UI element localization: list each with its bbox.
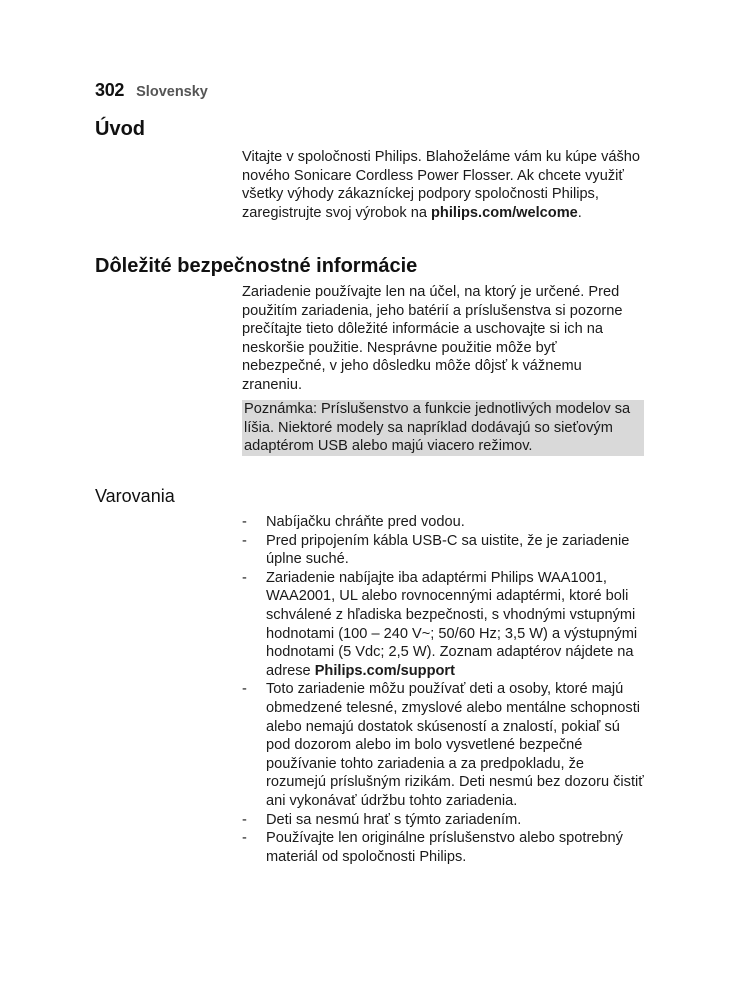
bullet-dash: - — [242, 569, 247, 586]
bullet-dash: - — [242, 514, 247, 530]
list-item-text: Používajte len originálne príslušenstvo alebo spotrebný materiál od spoločnosti Philips. — [266, 830, 623, 865]
list-item — [242, 569, 646, 681]
bullet-dash: - — [242, 532, 247, 549]
list-item-text: Zariadenie nabíjajte iba adaptérmi Philips WAA1001, WAA2001, UL alebo rovnocennými adaptérmi, ktoré boli schválené z hľadiska bezpečnosti, s vhodnými vstupnými hodnotami (100 – 240 V~; 50/60 Hz; 3,5 W) a výstupnými hodnotami (5 Vdc; 2,5 W). Zoznam adaptérov nájdete na adrese — [266, 569, 638, 679]
list-item — [242, 513, 646, 532]
bullet-dash: - — [242, 811, 247, 828]
bullet-dash: - — [242, 830, 247, 847]
note-box: Poznámka: Príslušenstvo a funkcie jednotlivých modelov sa líšia. Niektoré modely sa napríklad dodávajú so sieťovým adaptérom USB alebo majú viacero režimov. — [242, 400, 644, 456]
list-item-text: Nabíjačku chráňte pred vodou. — [266, 514, 465, 530]
intro-heading: Úvod — [95, 118, 145, 140]
intro-text-end: . — [577, 204, 582, 221]
bullet-dash: - — [242, 681, 247, 698]
page-header — [95, 80, 208, 101]
warnings-list — [242, 513, 646, 866]
safety-heading: Dôležité bezpečnostné informácie — [95, 255, 418, 277]
intro-paragraph — [242, 148, 644, 222]
list-item — [242, 532, 646, 569]
list-item-text: Toto zariadenie môžu používať deti a osoby, ktoré majú obmedzené telesné, zmyslové alebo mentálne schopnosti alebo nemajú dostatok skúseností a znalostí, pokiaľ sú pod dozorom alebo im bolo vysvetlené bezpečné používanie tohto zariadenia a za predpokladu, že rozumejú príslušným rizikám. Deti nesmú bez dozoru čistiť ani vykonávať údržbu tohto zariadenia. — [266, 681, 644, 809]
list-item-text: Pred pripojením kábla USB-C sa uistite, že je zariadenie úplne suché. — [266, 532, 630, 568]
safety-paragraph: Zariadenie používajte len na účel, na ktorý je určené. Pred použitím zariadenia, jeho batérií a príslušenstva si pozorne prečítajte tieto dôležité informácie a uschovajte si ich na neskoršie použitie. Nesprávne použitie môže byť nebezpečné, v jeho dôsledku môže dôjsť k vážnemu zraneniu. — [242, 284, 623, 393]
page-language: Slovensky — [136, 84, 208, 100]
list-item — [242, 829, 646, 866]
intro-text: Vitajte v spoločnosti Philips. Blahoželáme vám ku kúpe vášho nového Sonicare Cordless Power Flosser. Ak chcete využiť všetky výhody zákazníckej podpory spoločnosti Philips, zaregistrujte svoj výrobok na — [242, 149, 641, 221]
list-item — [242, 680, 646, 810]
support-link[interactable]: Philips.com/support — [314, 662, 455, 679]
list-item — [242, 811, 646, 830]
warnings-heading: Varovania — [95, 486, 175, 506]
page-number: 302 — [95, 80, 125, 100]
list-item-text: Deti sa nesmú hrať s týmto zariadením. — [266, 811, 522, 828]
welcome-link[interactable]: philips.com/welcome — [431, 204, 578, 221]
